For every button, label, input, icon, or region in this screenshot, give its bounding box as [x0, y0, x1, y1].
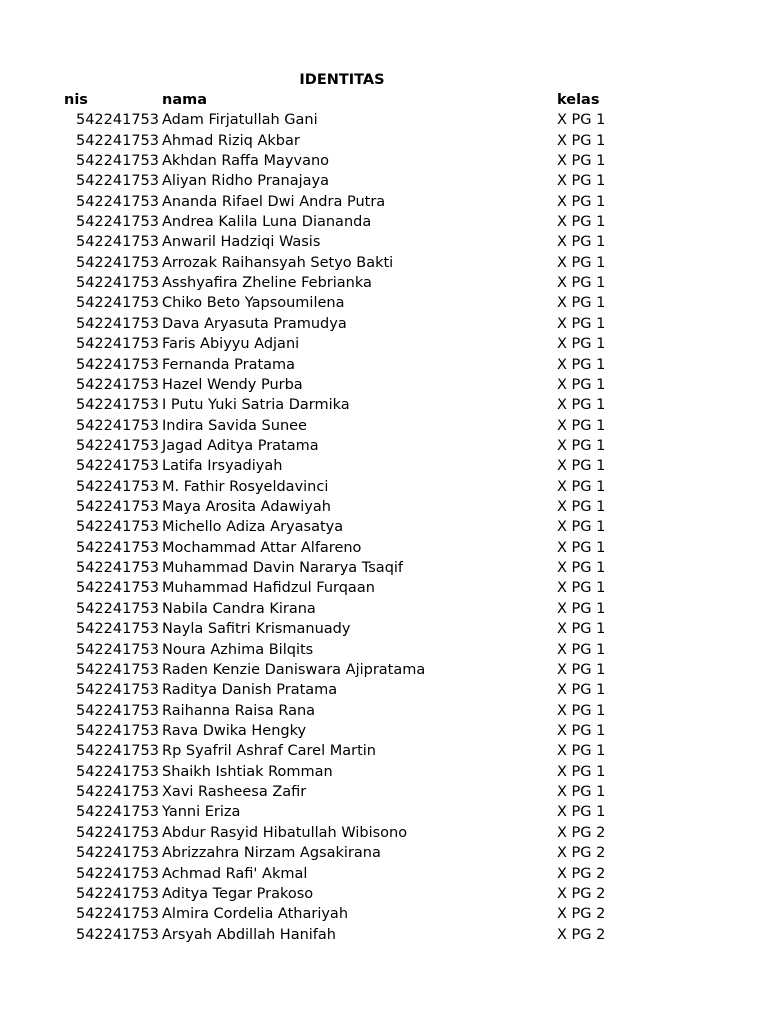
cell-kelas: X PG 2 [557, 906, 606, 923]
cell-nis: 542241753 [75, 132, 159, 149]
cell-kelas: X PG 1 [557, 519, 606, 536]
table-row [0, 762, 768, 782]
cell-nama: Abdur Rasyid Hibatullah Wibisono [162, 824, 408, 841]
cell-nama: M. Fathir Rosyeldavinci [162, 478, 329, 495]
table-row [0, 660, 768, 680]
table-row [0, 538, 768, 558]
table-row [0, 314, 768, 334]
cell-nis: 542241753 [75, 254, 159, 271]
cell-nama: Indira Savida Sunee [162, 417, 307, 434]
cell-nis: 542241753 [75, 600, 159, 617]
table-row [0, 843, 768, 863]
column-header-nis: nis [64, 92, 88, 108]
cell-kelas: X PG 1 [557, 234, 606, 251]
cell-nis: 542241753 [75, 193, 159, 210]
cell-nis: 542241753 [75, 784, 159, 801]
cell-nis: 542241753 [75, 234, 159, 251]
cell-nis: 542241753 [75, 356, 159, 373]
table-row [0, 701, 768, 721]
cell-nama: Adam Firjatullah Gani [162, 112, 318, 129]
table-row [0, 517, 768, 537]
cell-nis: 542241753 [75, 621, 159, 638]
cell-nis: 542241753 [75, 641, 159, 658]
cell-nis: 542241753 [75, 112, 159, 129]
cell-nama: Andrea Kalila Luna Diananda [162, 214, 372, 230]
cell-nama: I Putu Yuki Satria Darmika [162, 397, 350, 414]
cell-nama: Akhdan Raffa Mayvano [162, 152, 330, 169]
cell-kelas: X PG 1 [557, 254, 606, 271]
cell-nama: Chiko Beto Yapsoumilena [162, 295, 345, 312]
table-row [0, 436, 768, 456]
table-row [0, 864, 768, 884]
cell-kelas: X PG 2 [557, 824, 606, 841]
table-header [0, 90, 768, 110]
cell-nama: Faris Abiyyu Adjani [162, 336, 300, 353]
table-row [0, 273, 768, 293]
cell-nis: 542241753 [75, 763, 159, 780]
cell-kelas: X PG 1 [557, 437, 606, 454]
cell-nama: Achmad Rafi' Akmal [162, 865, 308, 882]
cell-nama: Mochammad Attar Alfareno [162, 539, 362, 556]
cell-kelas: X PG 1 [557, 336, 606, 353]
cell-nama: Asshyafira Zheline Febrianka [162, 275, 372, 292]
cell-nama: Jagad Aditya Pratama [162, 437, 319, 454]
cell-kelas: X PG 1 [557, 682, 606, 699]
table-row [0, 171, 768, 191]
cell-nis: 542241753 [75, 519, 159, 536]
cell-nama: Muhammad Hafidzul Furqaan [162, 580, 375, 597]
table-row [0, 680, 768, 700]
table-row [0, 131, 768, 151]
cell-nis: 542241753 [75, 315, 159, 332]
cell-kelas: X PG 1 [557, 112, 606, 129]
cell-nama: Maya Arosita Adawiyah [162, 499, 331, 516]
cell-nama: Shaikh Ishtiak Romman [162, 763, 333, 780]
cell-nis: 542241753 [75, 173, 159, 190]
cell-kelas: X PG 1 [557, 580, 606, 597]
cell-kelas: X PG 1 [557, 804, 606, 821]
cell-nama: Raden Kenzie Daniswara Ajipratama [162, 661, 426, 678]
cell-nis: 542241753 [75, 824, 159, 841]
cell-kelas: X PG 1 [557, 600, 606, 617]
cell-nis: 542241753 [75, 214, 159, 230]
cell-nis: 542241753 [75, 926, 159, 943]
cell-nama: Aliyan Ridho Pranajaya [162, 173, 330, 190]
table-row [0, 253, 768, 273]
table-row [0, 110, 768, 130]
cell-nama: Raditya Danish Pratama [162, 682, 338, 699]
cell-kelas: X PG 1 [557, 152, 606, 169]
cell-nama: Nabila Candra Kirana [162, 600, 316, 617]
cell-kelas: X PG 1 [557, 417, 606, 434]
cell-nis: 542241753 [75, 723, 159, 739]
cell-kelas: X PG 1 [557, 641, 606, 658]
cell-kelas: X PG 1 [557, 356, 606, 373]
table-row [0, 823, 768, 843]
table-row [0, 375, 768, 395]
cell-nis: 542241753 [75, 417, 159, 434]
cell-nis: 542241753 [75, 539, 159, 556]
table-row [0, 456, 768, 476]
cell-nama: Fernanda Pratama [162, 356, 296, 373]
column-header-kelas: kelas [557, 92, 600, 108]
cell-nama: Xavi Rasheesa Zafir [162, 784, 307, 801]
table-row [0, 741, 768, 761]
cell-nis: 542241753 [75, 743, 159, 760]
cell-nis: 542241753 [75, 458, 159, 475]
table-row [0, 619, 768, 639]
cell-kelas: X PG 1 [557, 214, 606, 230]
cell-nama: Nayla Safitri Krismanuady [162, 621, 351, 638]
cell-nama: Hazel Wendy Purba [162, 376, 303, 393]
table-row [0, 395, 768, 415]
cell-nis: 542241753 [75, 682, 159, 699]
cell-kelas: X PG 2 [557, 926, 606, 943]
table-row [0, 497, 768, 517]
cell-nama: Almira Cordelia Athariyah [162, 906, 349, 923]
table-row [0, 782, 768, 802]
cell-nama: Rava Dwika Hengky [162, 723, 307, 739]
cell-nis: 542241753 [75, 845, 159, 862]
cell-nama: Yanni Eriza [162, 804, 241, 821]
cell-nama: Arsyah Abdillah Hanifah [162, 926, 336, 943]
cell-kelas: X PG 1 [557, 499, 606, 516]
cell-kelas: X PG 2 [557, 885, 606, 902]
cell-kelas: X PG 1 [557, 295, 606, 312]
cell-nama: Ahmad Riziq Akbar [162, 132, 300, 149]
table-row [0, 416, 768, 436]
cell-nis: 542241753 [75, 560, 159, 577]
cell-nama: Muhammad Davin Nararya Tsaqif [162, 560, 404, 577]
cell-kelas: X PG 2 [557, 845, 606, 862]
table-row [0, 925, 768, 945]
cell-kelas: X PG 1 [557, 315, 606, 332]
cell-kelas: X PG 1 [557, 661, 606, 678]
cell-nis: 542241753 [75, 336, 159, 353]
cell-kelas: X PG 2 [557, 865, 606, 882]
cell-nis: 542241753 [75, 906, 159, 923]
cell-nis: 542241753 [75, 397, 159, 414]
table-row [0, 884, 768, 904]
cell-nis: 542241753 [75, 152, 159, 169]
table-row [0, 232, 768, 252]
cell-kelas: X PG 1 [557, 397, 606, 414]
cell-nis: 542241753 [75, 702, 159, 719]
table-row [0, 904, 768, 924]
cell-kelas: X PG 1 [557, 702, 606, 719]
cell-kelas: X PG 1 [557, 784, 606, 801]
cell-kelas: X PG 1 [557, 458, 606, 475]
cell-kelas: X PG 1 [557, 621, 606, 638]
cell-nama: Ananda Rifael Dwi Andra Putra [162, 193, 386, 210]
cell-nis: 542241753 [75, 437, 159, 454]
cell-kelas: X PG 1 [557, 173, 606, 190]
table-row [0, 151, 768, 171]
cell-nama: Latifa Irsyadiyah [162, 458, 283, 475]
table-row [0, 578, 768, 598]
cell-kelas: X PG 1 [557, 193, 606, 210]
cell-nis: 542241753 [75, 865, 159, 882]
cell-kelas: X PG 1 [557, 478, 606, 495]
cell-nama: Abrizzahra Nirzam Agsakirana [162, 845, 381, 862]
table-row [0, 355, 768, 375]
cell-nis: 542241753 [75, 376, 159, 393]
table-row [0, 293, 768, 313]
cell-nama: Aditya Tegar Prakoso [162, 885, 314, 902]
cell-nis: 542241753 [75, 580, 159, 597]
table-row [0, 477, 768, 497]
table-row [0, 212, 768, 232]
cell-nama: Dava Aryasuta Pramudya [162, 315, 347, 332]
cell-nama: Michello Adiza Aryasatya [162, 519, 344, 536]
cell-nama: Noura Azhima Bilqits [162, 641, 314, 658]
cell-kelas: X PG 1 [557, 132, 606, 149]
cell-kelas: X PG 1 [557, 275, 606, 292]
table-row [0, 721, 768, 741]
table-row [0, 802, 768, 822]
cell-nis: 542241753 [75, 295, 159, 312]
table-row [0, 599, 768, 619]
document-title: IDENTITAS [299, 72, 385, 88]
cell-nama: Raihanna Raisa Rana [162, 702, 316, 719]
cell-kelas: X PG 1 [557, 763, 606, 780]
table-row [0, 334, 768, 354]
cell-nis: 542241753 [75, 885, 159, 902]
table-row [0, 192, 768, 212]
cell-nama: Anwaril Hadziqi Wasis [162, 234, 321, 251]
cell-nis: 542241753 [75, 661, 159, 678]
table-row [0, 558, 768, 578]
cell-kelas: X PG 1 [557, 560, 606, 577]
cell-kelas: X PG 1 [557, 743, 606, 760]
cell-kelas: X PG 1 [557, 376, 606, 393]
cell-kelas: X PG 1 [557, 539, 606, 556]
cell-nama: Arrozak Raihansyah Setyo Bakti [162, 254, 394, 271]
table-row [0, 640, 768, 660]
column-header-nama: nama [162, 92, 208, 108]
cell-nis: 542241753 [75, 275, 159, 292]
cell-nis: 542241753 [75, 478, 159, 495]
cell-nis: 542241753 [75, 804, 159, 821]
cell-nis: 542241753 [75, 499, 159, 516]
cell-nama: Rp Syafril Ashraf Carel Martin [162, 743, 376, 760]
cell-kelas: X PG 1 [557, 723, 606, 739]
